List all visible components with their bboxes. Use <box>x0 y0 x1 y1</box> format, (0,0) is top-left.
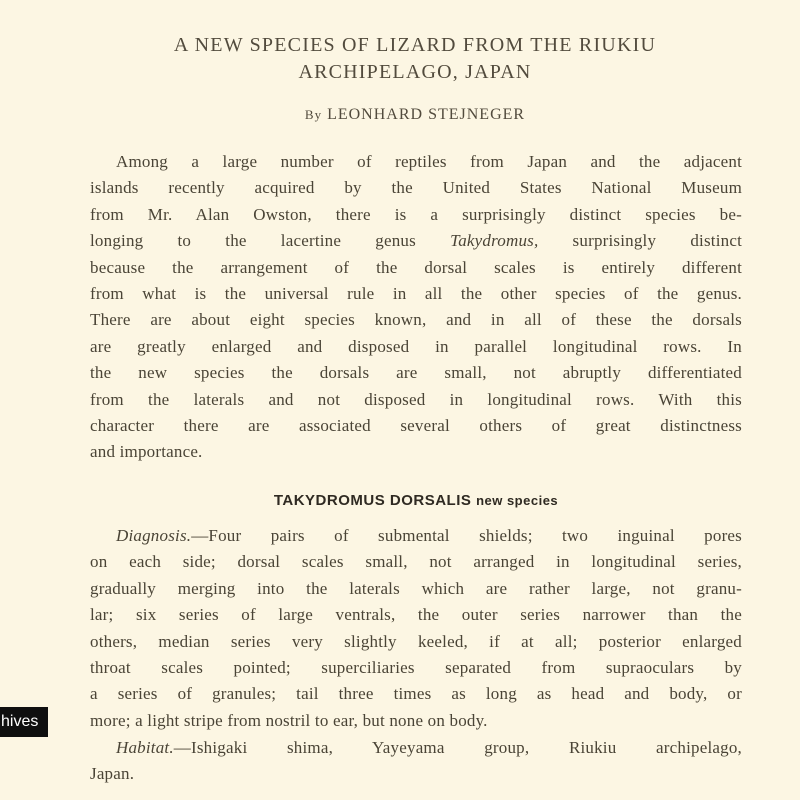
intro-line: are greatly enlarged and disposed in parallel longitudinal rows. In <box>90 336 742 356</box>
archives-link-badge[interactable] <box>0 707 48 737</box>
intro-paragraph <box>90 149 742 466</box>
habitat-line: Habitat.—Ishigaki shima, Yayeyama group, Riukiu archipelago, <box>116 738 742 757</box>
intro-line: from Mr. Alan Owston, there is a surprisingly distinct species be- <box>90 204 742 224</box>
diagnosis-line: on each side; dorsal scales small, not arranged in longitudinal series, <box>90 552 742 572</box>
byline <box>0 106 800 124</box>
diagnosis-line: a series of granules; tail three times as long as head and body, or <box>90 684 742 704</box>
intro-line: from what is the universal rule in all the other species of the genus. <box>90 283 742 303</box>
intro-line: because the arrangement of the dorsal scales is entirely different <box>90 257 742 277</box>
article-title-line-2: ARCHIPELAGO, JAPAN <box>298 61 532 83</box>
habitat-label: Habitat. <box>116 738 174 757</box>
intro-line: islands recently acquired by the United States National Museum <box>90 178 742 198</box>
archives-link-label[interactable]: hives <box>1 713 39 730</box>
intro-line: There are about eight species known, and in all of these the dorsals <box>90 310 742 330</box>
diagnosis-label: Diagnosis. <box>116 526 192 545</box>
diagnosis-line: lar; six series of large ventrals, the outer series narrower than the <box>90 605 742 625</box>
species-name: TAKYDROMUS DORSALIS <box>273 492 472 509</box>
habitat-paragraph <box>90 735 742 788</box>
genus-name-italic: Takydromus, <box>450 231 539 251</box>
diagnosis-paragraph <box>90 523 742 734</box>
byline-author: LEONHARD STEJNEGER <box>327 106 526 123</box>
intro-line: character there are associated several others of great distinctness <box>90 415 742 435</box>
habitat-line: Japan. <box>90 764 135 784</box>
diagnosis-line: throat scales pointed; superciliaries separated from supraoculars by <box>90 657 742 677</box>
species-subheading: new species <box>476 493 559 508</box>
byline-by: By <box>304 107 323 122</box>
diagnosis-line: more; a light stripe from nostril to ear, but none on body. <box>90 710 488 730</box>
article-title-line-1: A NEW SPECIES OF LIZARD FROM THE RIUKIU <box>173 34 657 56</box>
species-heading <box>0 492 800 509</box>
intro-line: from the laterals and not disposed in longitudinal rows. With this <box>90 389 742 409</box>
diagnosis-line: others, median series very slightly keeled, if at all; posterior enlarged <box>90 631 742 651</box>
diagnosis-line: gradually merging into the laterals which are rather large, not granu- <box>90 578 742 598</box>
intro-line: and importance. <box>90 442 203 462</box>
intro-line: Among a large number of reptiles from Japan and the adjacent <box>116 152 742 171</box>
diagnosis-line: Diagnosis.—Four pairs of submental shields; two inguinal pores <box>116 526 742 545</box>
intro-line: the new species the dorsals are small, not abruptly differentiated <box>90 363 742 383</box>
intro-line: longing to the lacertine genus Takydromus, surprisingly distinct <box>90 231 742 251</box>
